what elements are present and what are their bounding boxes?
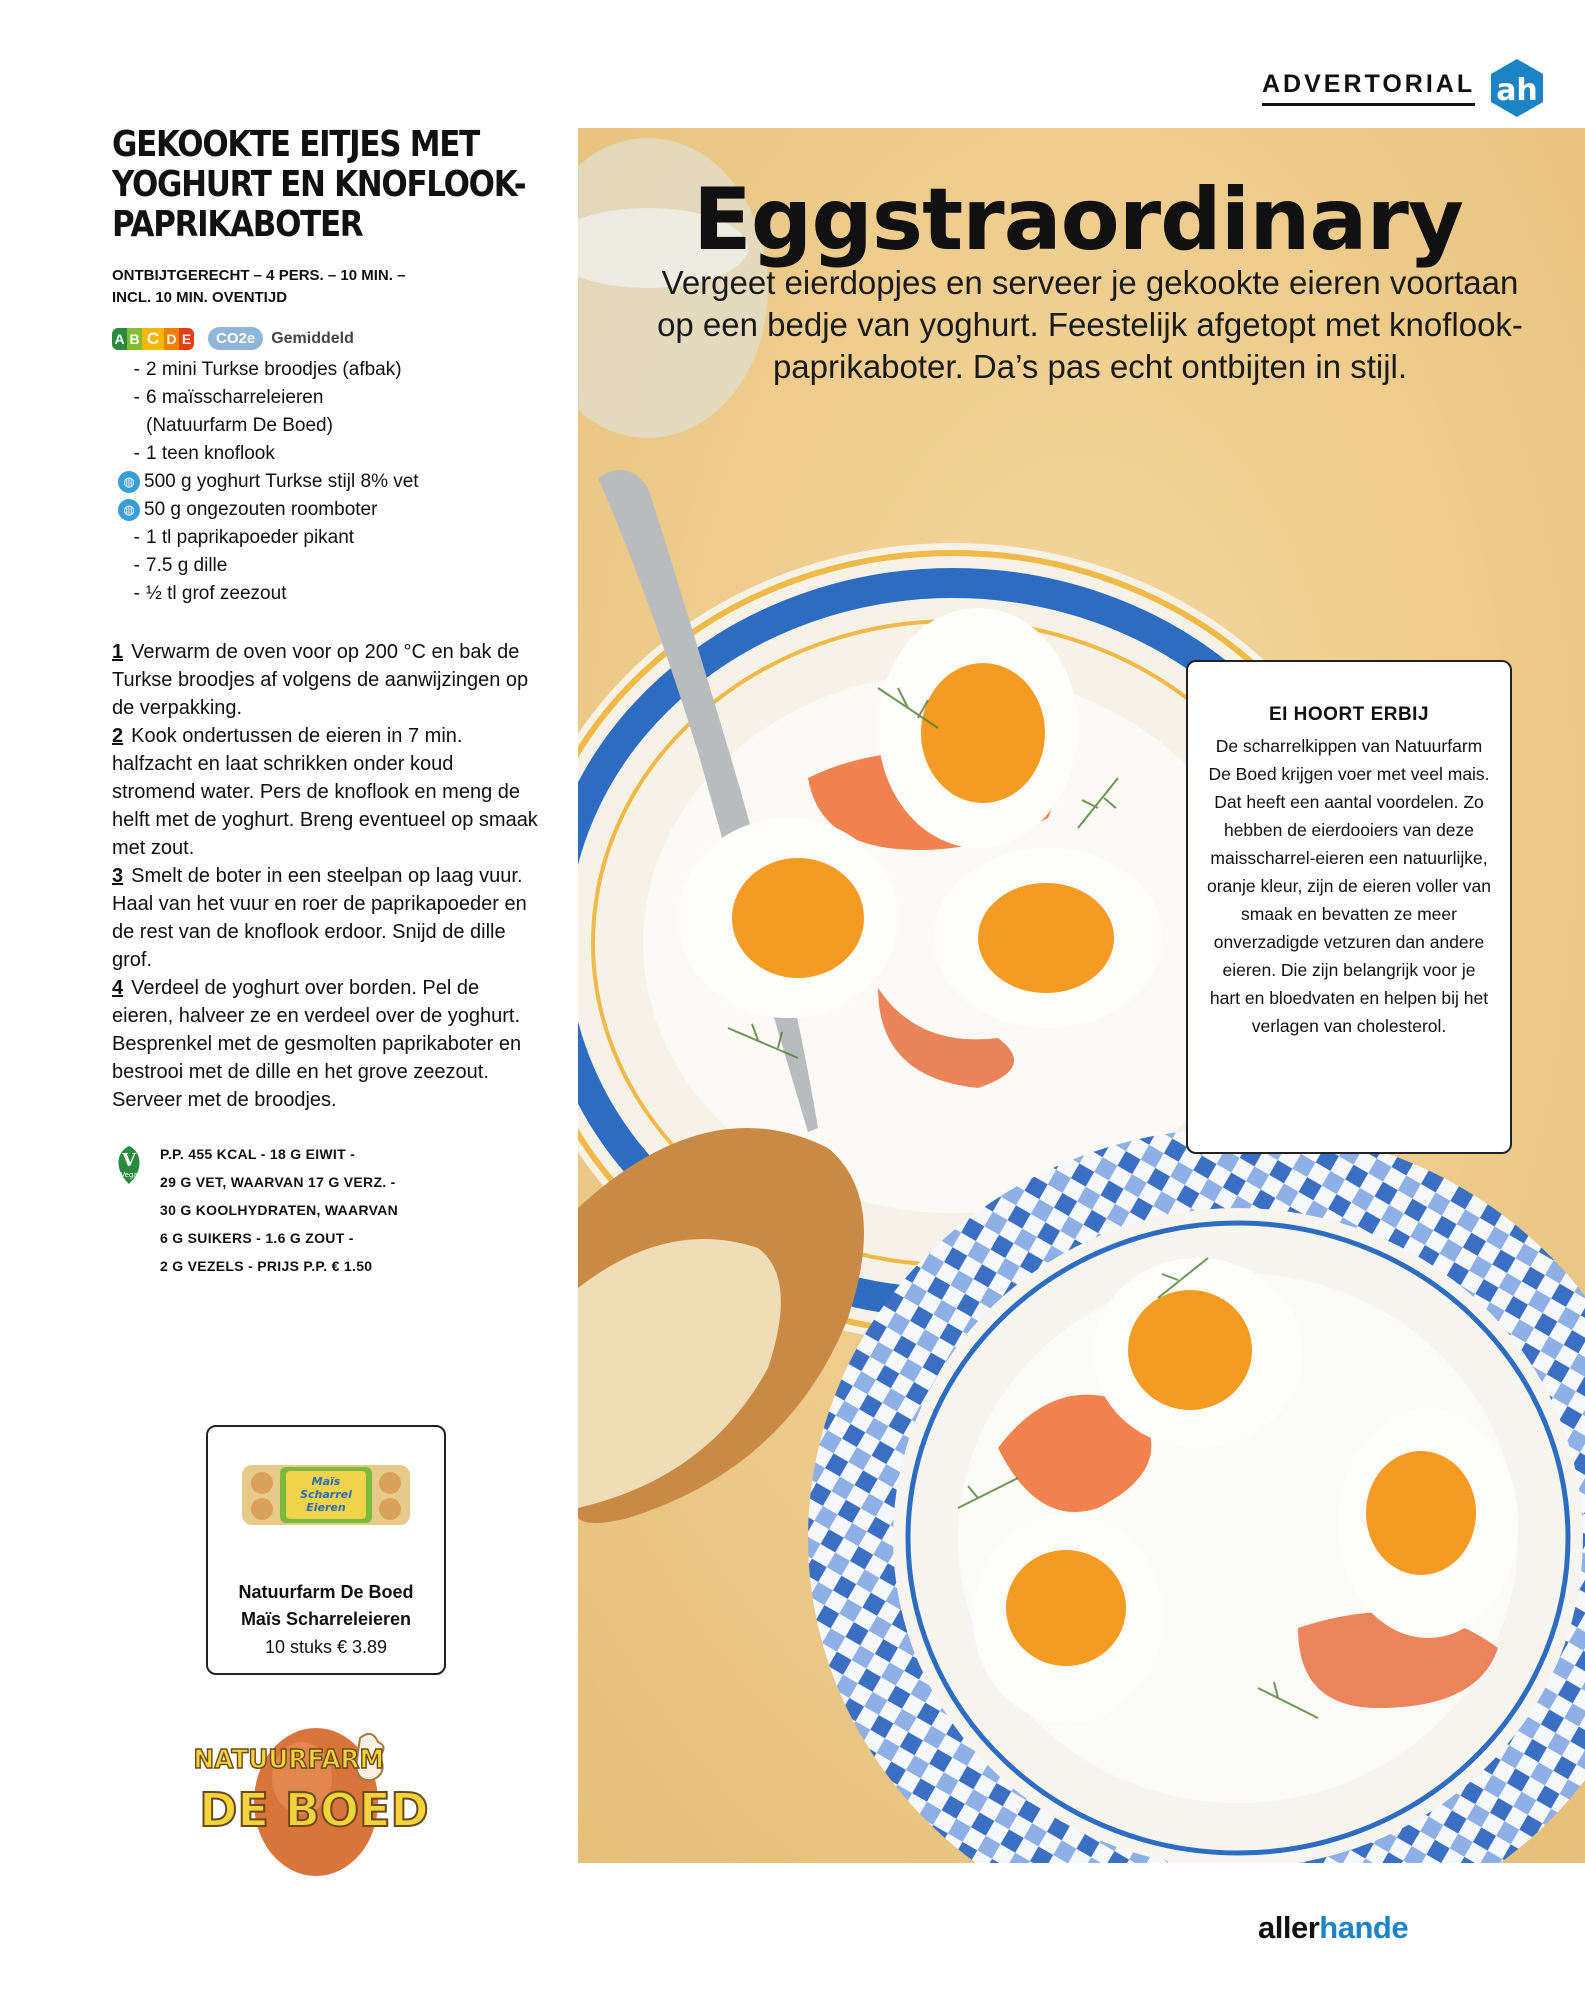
step: 2 Kook ondertussen de eieren in 7 min. halfzacht en laat schrikken onder koud stromend water. Pers de knoflook en meng de helft met de yoghurt. Breng eventueel op smaak met zout. [112, 725, 538, 859]
recipe-meta [112, 265, 542, 309]
svg-text:V: V [122, 1150, 136, 1171]
nutrition-info [112, 1144, 542, 1280]
albert-heijn-logo [1486, 57, 1548, 119]
info-box-title: EI HOORT ERBIJ [1268, 704, 1430, 725]
ingredient-item: ◍ 50 g ongezouten roomboter [112, 496, 542, 524]
info-box-text: De scharrelkippen van Natuurfarm De Boed krijgen voer met veel mais. Dat heeft een aantal voordelen. Zo hebben de eierdooiers van deze maisscharrel-eieren een natuurlijke, oranje kleur, zijn de eieren voller van smaak en bevatten ze meer onverzadigde vetzuren dan andere eieren. Die zijn belangrijk voor je hart en bloedvaten en helpen bij het verlagen van cholesterol. [1206, 736, 1492, 1036]
dairy-icon: ◍ [118, 471, 140, 493]
ingredient-item: - 1 tl paprikapoeder pikant [133, 527, 355, 548]
ingredient-item: - 2 mini Turkse broodjes (afbak) [133, 359, 402, 380]
step: 4 Verdeel de yoghurt over borden. Pel de eieren, halveer ze en verdeel over de yoghurt. Besprenkel met de gesmolten paprikaboter en bestrooi met de dille en het grove zeezout. Serveer met de broodjes. [112, 977, 522, 1111]
nutriscore-d: D [164, 328, 179, 350]
recipe-meta-line1: ONTBIJTGERECHT – 4 PERS. – 10 MIN. – [112, 267, 406, 284]
co2-rating [208, 327, 354, 350]
ingredient-item: - 6 maïsscharreleieren (Natuurfarm De Boed) [133, 387, 333, 436]
product-card[interactable] [206, 1425, 446, 1675]
feature-intro: Vergeet eierdopjes en serveer je gekookte eieren voortaan op een bedje van yoghurt. Feestelijk afgetopt met knoflook-paprikaboter. Da’s pas echt ontbijten in stijl. [657, 264, 1523, 385]
ingredient-item: - 7.5 g dille [133, 555, 228, 576]
nutriscore-b: B [127, 328, 142, 350]
ingredient-item: - ½ tl grof zeezout [133, 583, 287, 604]
product-name: Natuurfarm De Boed Maïs Scharreleieren [238, 1582, 414, 1629]
svg-text:Eieren: Eieren [306, 1501, 346, 1514]
step: 1 Verwarm de oven voor op 200 °C en bak de Turkse broodjes af volgens de aanwijzingen op de verpakking. [112, 641, 529, 719]
dairy-icon: ◍ [118, 499, 140, 521]
nutriscore-a: A [112, 328, 127, 350]
recipe-title: GEKOOKTE EITJES MET YOGHURT EN KNOFLOOK-PAPRIKABOTER [112, 124, 526, 245]
svg-text:DE BOED: DE BOED [199, 1783, 429, 1837]
nutriscore-badge [112, 328, 194, 350]
ah-logo-text: ah [1496, 73, 1538, 108]
nutriscore-c-selected: C [142, 328, 164, 350]
nutrition-values: P.P. 455 KCAL - 18 G EIWIT - 29 G VET, WAARVAN 17 G VERZ. - 30 G KOOLHYDRATEN, WAARVAN 6 G SUIKERS - 1.6 G ZOUT - 2 G VEZELS - PRIJS P.P. € 1.50 [160, 1146, 399, 1274]
co2-cloud-icon: CO2e [208, 327, 263, 350]
product-price: 10 stuks € 3.89 [264, 1637, 388, 1657]
svg-text:Vega: Vega [120, 1171, 138, 1179]
allerhande-logo: allerhande [1258, 1910, 1409, 1945]
natuurfarm-de-boed-logo [190, 1718, 430, 1878]
co2-label: Gemiddeld [271, 329, 354, 347]
ingredient-list [112, 356, 542, 608]
feature-headline: Eggstraordinary [693, 170, 1463, 270]
step: 3 Smelt de boter in een steelpan op laag vuur. Haal van het vuur en roer de paprikapoeder en de rest van de knoflook erdoor. Snijd de dille grof. [112, 865, 527, 971]
advertorial-label: ADVERTORIAL [1262, 70, 1475, 106]
recipe-column [112, 125, 542, 1280]
info-box [1186, 660, 1512, 1154]
svg-text:Maïs: Maïs [311, 1475, 341, 1488]
score-labels [112, 327, 542, 350]
svg-text:Scharrel: Scharrel [300, 1488, 352, 1501]
recipe-meta-line2: INCL. 10 MIN. OVENTIJD [112, 289, 288, 306]
nutriscore-e: E [179, 328, 194, 350]
ingredient-item: - 1 teen knoflook [133, 443, 275, 464]
preparation-steps [112, 638, 542, 1114]
egg-carton-image [240, 1459, 412, 1531]
vega-icon [112, 1144, 146, 1186]
svg-text:NATUURFARM: NATUURFARM [193, 1743, 385, 1775]
ingredient-item: ◍ 500 g yoghurt Turkse stijl 8% vet [112, 468, 542, 496]
